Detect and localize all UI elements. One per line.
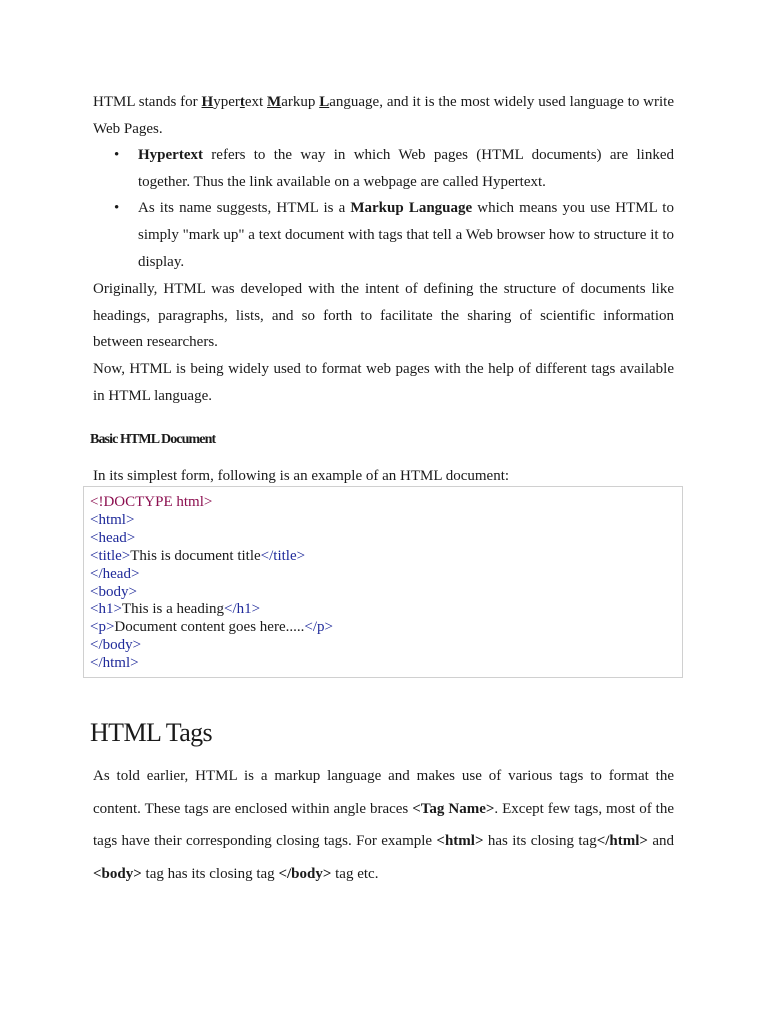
code-line: </html> [90,655,139,672]
code-line: <body> [90,583,137,600]
hypertext-definition: refers to the way in which Web pages (HTML documents) are linked together. Thus the link available on a webpage are called Hypertext. [138,147,674,190]
acronym-m: M [267,94,282,110]
code-line: <!DOCTYPE html> [90,494,213,510]
bullet-icon: • [114,200,120,217]
list-item [93,142,674,195]
usage-paragraph: Now, HTML is being widely used to format web pages with the help of different tags available in HTML language. [93,361,674,404]
markup-definition-start: As its name suggests, HTML is a [138,200,351,217]
intro-prefix: HTML stands for [93,94,202,110]
code-line: <head> [90,529,136,546]
code-line: <h1>This is a heading</h1> [90,601,261,618]
term-hypertext: Hypertext [138,147,203,163]
origin-paragraph: Originally, HTML was developed with the intent of defining the structure of documents like headings, paragraphs, lists, and so forth to facilitate the sharing of scientific information between researchers. [93,281,674,351]
term-markup-language: Markup Language [350,200,473,217]
acronym-l: L [319,94,330,110]
code-example-box [83,486,683,678]
list-item [93,195,674,275]
code-line: <html> [90,511,135,528]
acronym-h: H [201,94,214,110]
code-line: <p>Document content goes here.....</p> [90,619,333,636]
bullet-icon: • [114,147,120,163]
definition-list [93,142,674,276]
body-open-example: <body> [93,865,142,882]
intro-arkup: arkup [281,94,320,110]
intro-hyper: yper [213,94,240,110]
intro-ext: ext [244,94,268,110]
code-line: </head> [90,565,140,582]
html-open-example: <html> [436,833,484,849]
intro-suffix: anguage, and it is the most widely used language to write Web Pages. [93,94,674,137]
html-close-example: </html> [596,833,648,849]
body-close-example: </body> [278,865,332,882]
code-line: </body> [90,637,142,654]
section-heading-html-tags: HTML Tags [90,718,213,747]
intro-paragraph [93,89,674,142]
acronym-t: t [239,94,245,110]
tag-name-example: <Tag Name> [412,800,495,817]
section-heading-basic: Basic HTML Document [90,432,216,447]
code-line: <title>This is document title</title> [90,547,306,564]
markup-definition-end: which means you use HTML to simply "mark up" a text document with tags that tell a Web browser how to structure it to display. [138,200,674,270]
basic-intro-text: In its simplest form, following is an example of an HTML document: [93,468,510,484]
tags-paragraph: As told earlier, HTML is a markup language and makes use of various tags to format the content. These tags are enclosed within angle braces <Tag Name>. Except few tags, most of the tags have their corresponding closing tags. For example <html> has its closing tag</html> and <body> tag has its closing tag </body> tag etc. [93,768,674,882]
